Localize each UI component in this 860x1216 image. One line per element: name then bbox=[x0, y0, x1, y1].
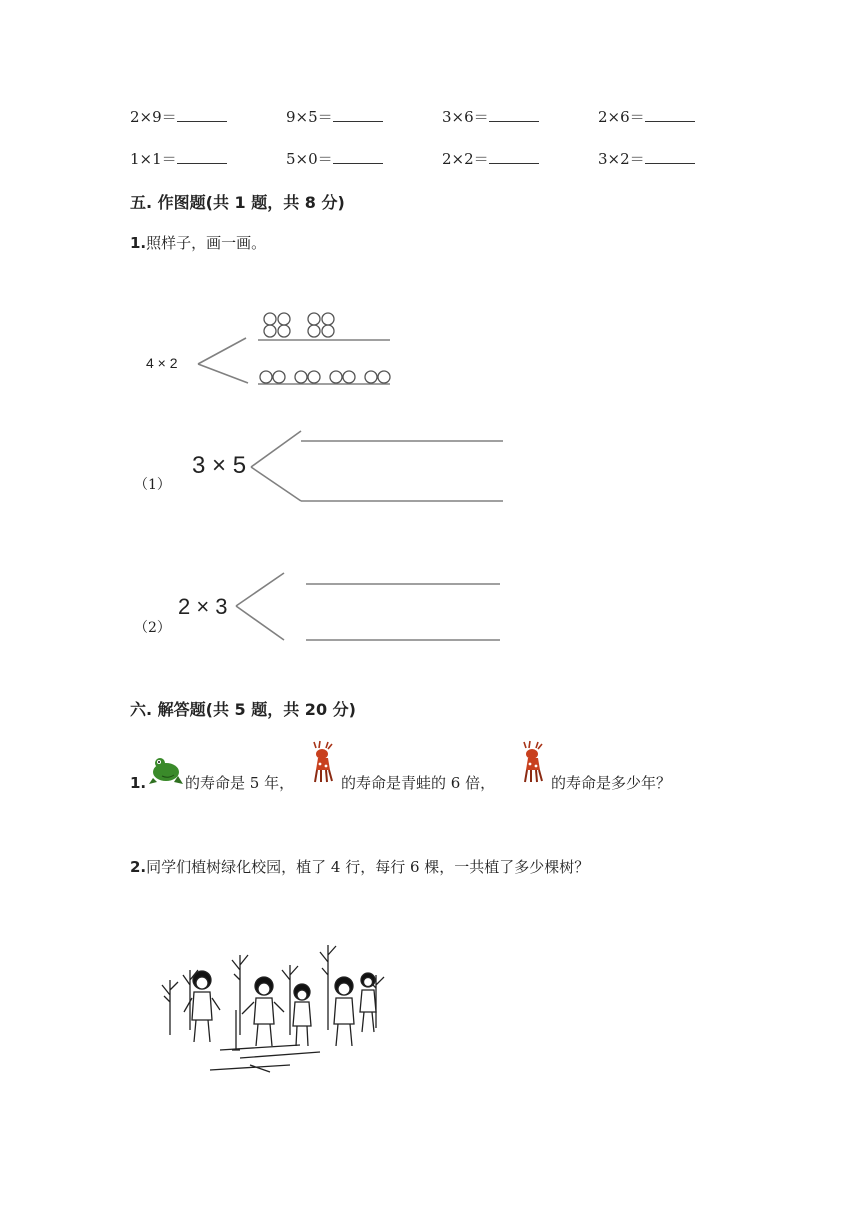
circle-mark bbox=[343, 371, 355, 383]
item-1-label: （1） bbox=[134, 477, 171, 493]
circle-mark bbox=[295, 371, 307, 383]
children-planting-trees-illustration bbox=[150, 940, 395, 1080]
circle-mark bbox=[308, 313, 320, 325]
equation bbox=[130, 149, 227, 169]
item-2-expression: 2 × 3 bbox=[178, 594, 228, 619]
circle-mark bbox=[322, 313, 334, 325]
answer-blank[interactable] bbox=[645, 107, 695, 122]
circle-mark bbox=[330, 371, 342, 383]
equation bbox=[286, 149, 383, 169]
equation-text: 9×5＝ bbox=[286, 108, 333, 126]
branch-line bbox=[236, 573, 284, 606]
question-1-drawing bbox=[130, 232, 266, 254]
q1-text-part1: 的寿命是 5 年， bbox=[185, 774, 295, 792]
question-number: 1. bbox=[130, 234, 147, 252]
section-title-drawing: 五. 作图题(共 1 题，共 8 分) bbox=[130, 193, 345, 212]
question-number: 2. bbox=[130, 858, 147, 876]
answer-blank[interactable] bbox=[177, 149, 227, 164]
equation bbox=[442, 149, 539, 169]
answer-blank[interactable] bbox=[333, 107, 383, 122]
circle-mark bbox=[278, 313, 290, 325]
equation-text: 1×1＝ bbox=[130, 150, 177, 168]
q1-text-part2: 的寿命是青蛙的 6 倍， bbox=[341, 774, 496, 792]
deer-icon bbox=[304, 740, 340, 784]
equation-text: 3×6＝ bbox=[442, 108, 489, 126]
circle-mark bbox=[264, 325, 276, 337]
example-diagram bbox=[190, 300, 400, 395]
circle-mark bbox=[273, 371, 285, 383]
question-text: 同学们植树绿化校园，植了 4 行，每行 6 棵，一共植了多少棵树？ bbox=[146, 858, 590, 876]
branch-line bbox=[198, 338, 246, 364]
branch-line bbox=[251, 431, 301, 467]
circle-mark bbox=[264, 313, 276, 325]
answer-blank[interactable] bbox=[177, 107, 227, 122]
row-circles-group bbox=[260, 371, 390, 383]
circle-mark bbox=[308, 325, 320, 337]
circle-mark bbox=[278, 325, 290, 337]
section-title-answers: 六. 解答题(共 5 题，共 20 分) bbox=[130, 700, 356, 719]
circle-mark bbox=[322, 325, 334, 337]
equation-text: 2×9＝ bbox=[130, 108, 177, 126]
equation-text: 3×2＝ bbox=[598, 150, 645, 168]
circle-mark bbox=[365, 371, 377, 383]
equation bbox=[598, 107, 695, 127]
question-2 bbox=[130, 856, 589, 878]
circle-mark bbox=[308, 371, 320, 383]
answer-blank[interactable] bbox=[489, 149, 539, 164]
branch-line bbox=[251, 467, 301, 501]
example-expression: 4 × 2 bbox=[146, 355, 178, 371]
equation bbox=[598, 149, 695, 169]
equation bbox=[442, 107, 539, 127]
item-2-diagram bbox=[232, 568, 507, 648]
answer-blank[interactable] bbox=[645, 149, 695, 164]
equation-text: 2×2＝ bbox=[442, 150, 489, 168]
question-text: 照样子，画一画。 bbox=[146, 234, 267, 252]
answer-blank[interactable] bbox=[489, 107, 539, 122]
answer-blank[interactable] bbox=[333, 149, 383, 164]
circle-mark bbox=[378, 371, 390, 383]
branch-line bbox=[236, 606, 284, 640]
equation bbox=[130, 107, 227, 127]
branch-line bbox=[198, 364, 248, 383]
equation-text: 2×6＝ bbox=[598, 108, 645, 126]
equation bbox=[286, 107, 383, 127]
frog-icon bbox=[148, 754, 184, 786]
item-1-expression: 3 × 5 bbox=[192, 452, 247, 479]
equation-text: 5×0＝ bbox=[286, 150, 333, 168]
item-1-diagram bbox=[245, 425, 510, 510]
deer-icon bbox=[514, 740, 550, 784]
stacked-circles-group bbox=[264, 313, 334, 337]
q1-text-part3: 的寿命是多少年？ bbox=[551, 774, 672, 792]
question-number: 1. bbox=[130, 774, 147, 792]
circle-mark bbox=[260, 371, 272, 383]
item-2-label: （2） bbox=[134, 620, 171, 636]
